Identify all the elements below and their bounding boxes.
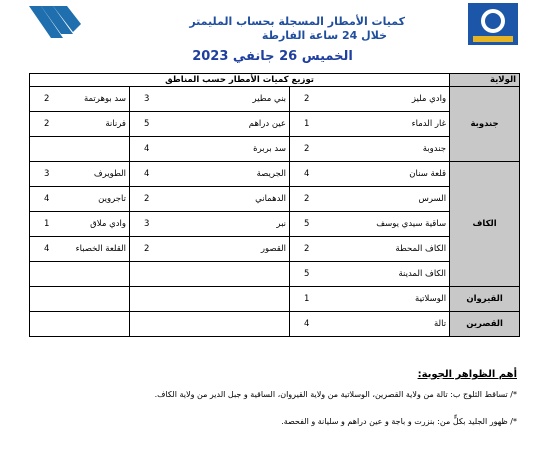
rainfall-value: 4 — [130, 137, 210, 162]
rainfall-value: 4 — [290, 162, 370, 187]
table-header-row — [30, 74, 520, 87]
station-name: وادي مليز — [370, 87, 450, 112]
table-row — [30, 187, 520, 212]
rainfall-value: 3 — [130, 212, 210, 237]
station-name: سد بوهرتمة — [110, 87, 130, 112]
rainfall-value: 5 — [290, 262, 370, 287]
station-name: القلعة الخصباء — [110, 237, 130, 262]
station-name: غار الدماء — [370, 112, 450, 137]
rainfall-value: 4 — [30, 187, 110, 212]
station-name: الدهماني — [210, 187, 290, 212]
station-name: القصور — [210, 237, 290, 262]
station-name: قلعة سنان — [370, 162, 450, 187]
report-subtitle: خلال 24 ساعة الفارطة — [261, 29, 387, 42]
rainfall-value — [30, 262, 110, 287]
station-name: الطويرف — [110, 162, 130, 187]
station-name: تاجروين — [110, 187, 130, 212]
station-name: ساقية سيدي يوسف — [370, 212, 450, 237]
rainfall-value: 5 — [290, 212, 370, 237]
rainfall-table — [29, 73, 520, 337]
station-name: الجريصة — [210, 162, 290, 187]
station-name — [210, 262, 290, 287]
rainfall-value: 2 — [290, 237, 370, 262]
rainfall-value: 3 — [30, 162, 110, 187]
station-name: السرس — [370, 187, 450, 212]
rainfall-value — [130, 312, 210, 337]
table-row — [30, 87, 520, 112]
rainfall-value: 2 — [290, 187, 370, 212]
station-name: تالة — [370, 312, 450, 337]
institute-logo-left — [27, 2, 83, 46]
rainfall-value: 2 — [30, 87, 110, 112]
rainfall-value — [30, 312, 110, 337]
station-name: جندوبة — [370, 137, 450, 162]
rainfall-value: 2 — [290, 137, 370, 162]
governorate-name: الكاف — [450, 162, 520, 287]
rainfall-value: 2 — [130, 237, 210, 262]
station-name: سد بربرة — [210, 137, 290, 162]
rainfall-value: 4 — [130, 162, 210, 187]
governorate-name: القصرين — [450, 312, 520, 337]
rainfall-value: 1 — [30, 212, 110, 237]
rainfall-value — [130, 262, 210, 287]
station-name: عين دراهم — [210, 112, 290, 137]
rainfall-value — [130, 287, 210, 312]
report-title: كميات الأمطار المسجلة بحساب المليمتر — [189, 15, 405, 28]
rainfall-value — [30, 287, 110, 312]
rainfall-value — [30, 137, 110, 162]
table-row — [30, 262, 520, 287]
rainfall-value: 2 — [130, 187, 210, 212]
weather-phenomena-title: أهم الظواهر الجوية: — [417, 369, 517, 380]
governorate-name: جندوبة — [450, 87, 520, 162]
station-name: الوسلاتية — [370, 287, 450, 312]
rainfall-value: 4 — [290, 312, 370, 337]
rainfall-value: 2 — [290, 87, 370, 112]
national-meteorology-logo — [468, 3, 518, 45]
station-name — [110, 137, 130, 162]
governorate-name: القيروان — [450, 287, 520, 312]
station-name — [110, 287, 130, 312]
governorate-header: الولاية — [450, 74, 520, 87]
weather-line-frost: */ ظهور الجليد بكلٍّ من: بنزرت و باجة و عين دراهم و سليانة و الفحصة. — [281, 417, 517, 426]
station-name — [110, 262, 130, 287]
station-name: نبر — [210, 212, 290, 237]
rainfall-value: 5 — [130, 112, 210, 137]
station-name: بني مطير — [210, 87, 290, 112]
table-row — [30, 112, 520, 137]
station-name: الكاف المدينة — [370, 262, 450, 287]
rainfall-value: 1 — [290, 112, 370, 137]
table-row — [30, 237, 520, 262]
table-row — [30, 162, 520, 187]
station-name: الكاف المحطة — [370, 237, 450, 262]
station-name — [210, 287, 290, 312]
rainfall-value: 3 — [130, 87, 210, 112]
rainfall-value: 1 — [290, 287, 370, 312]
station-name: وادي ملاق — [110, 212, 130, 237]
table-row — [30, 137, 520, 162]
station-name — [210, 312, 290, 337]
table-row — [30, 312, 520, 337]
weather-line-snow: */ تساقط الثلوج ب: تالة من ولاية القصرين، الوسلاتية من ولاية القيروان، الساقية و جبل الدير من ولاية الكاف. — [154, 390, 517, 399]
districts-header: توزيع كميات الأمطار حسب المناطق — [30, 74, 450, 87]
station-name — [110, 312, 130, 337]
rainfall-value: 2 — [30, 112, 110, 137]
report-date: الخميس 26 جانفي 2023 — [192, 49, 353, 64]
station-name: فرنانة — [110, 112, 130, 137]
table-row — [30, 212, 520, 237]
table-row — [30, 287, 520, 312]
rainfall-value: 4 — [30, 237, 110, 262]
